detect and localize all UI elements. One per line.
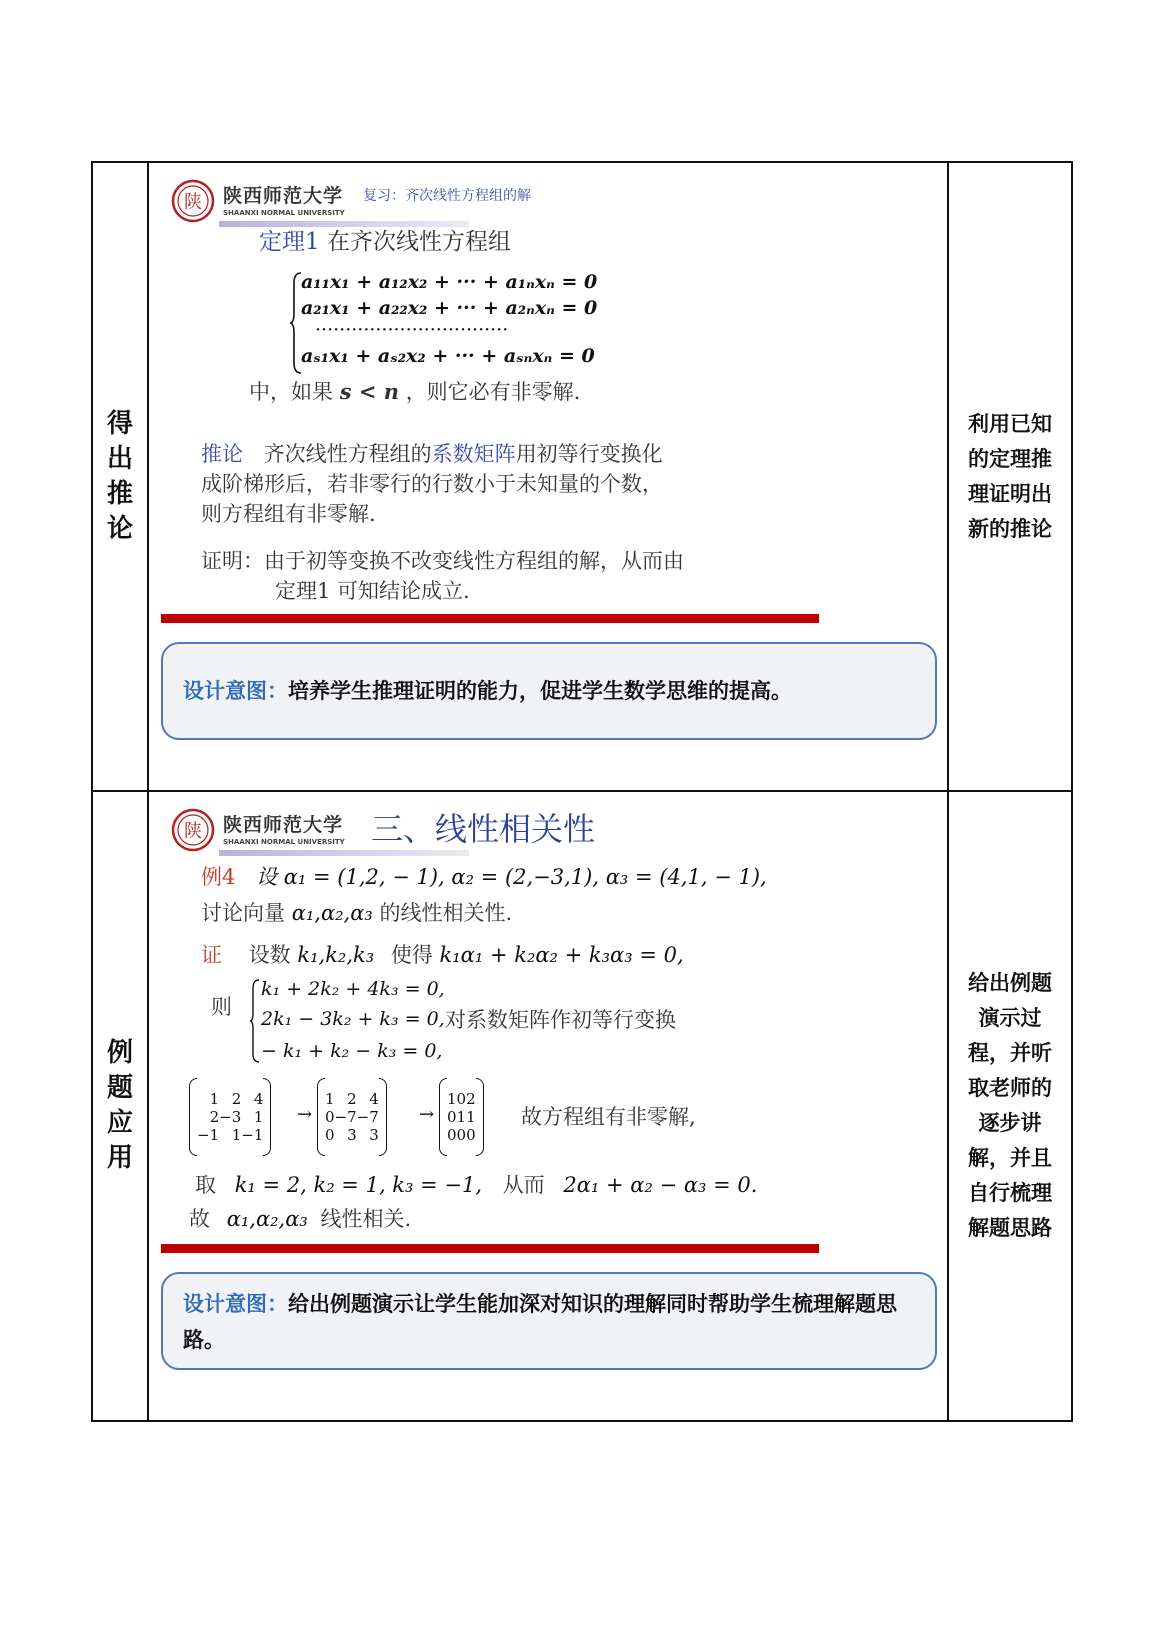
matrix-row <box>447 1108 476 1126</box>
example-line-2 <box>201 898 512 928</box>
matrix-note: 故方程组有非零解, <box>521 1105 696 1129</box>
take-math: k₁ = 2, k₂ = 1, k₃ = −1, <box>234 1173 483 1197</box>
arrow-icon: → <box>297 1104 313 1125</box>
matrix-cell: 1 <box>456 1108 467 1126</box>
conclusion-line <box>189 1204 411 1234</box>
matrix-cell: 1 <box>325 1090 335 1108</box>
example-math: α₁,α₂,α₃ <box>291 901 373 925</box>
then-label: 则 <box>211 995 232 1019</box>
equation-3: aₛ₁x₁ + aₛ₂x₂ + ··· + aₛₙxₙ = 0 <box>301 345 595 367</box>
matrix-cell: 4 <box>253 1090 264 1108</box>
design-intent-box <box>161 642 937 740</box>
example-label: 例4 <box>201 865 236 889</box>
matrix-cell: 1 <box>209 1090 220 1108</box>
label-char: 应 <box>106 1108 133 1138</box>
matrix-cell: 2 <box>466 1090 476 1108</box>
note-line: 自行梳理 <box>968 1181 1052 1205</box>
red-divider <box>161 1244 819 1253</box>
corollary-text: 齐次线性方程组的 <box>263 442 432 466</box>
theorem-label: 定理1 <box>259 229 320 255</box>
matrix-cell: 2 <box>231 1090 242 1108</box>
matrix-row <box>197 1108 263 1126</box>
matrix-cell: −7 <box>334 1108 357 1126</box>
matrix-cell: 3 <box>347 1126 357 1144</box>
take-math: 2α₁ + α₂ − α₃ = 0. <box>563 1173 758 1197</box>
note-line: 逐步讲 <box>978 1111 1042 1135</box>
design-intent-box <box>161 1272 937 1370</box>
conclusion-math: α₁,α₂,α₃ <box>226 1207 308 1231</box>
take-text: 从而 <box>502 1173 545 1197</box>
note-line: 程，并听 <box>968 1041 1052 1065</box>
slide-title: 三、线性相关性 <box>371 810 596 848</box>
matrix-row <box>197 1090 263 1108</box>
proof-text: 设数 <box>248 943 291 967</box>
matrix-row <box>447 1126 476 1144</box>
matrix-cell: 0 <box>325 1108 335 1126</box>
matrix-2 <box>317 1078 387 1156</box>
matrix-cell: 0 <box>466 1126 476 1144</box>
proof-math: k₁,k₂,k₃ <box>297 943 375 967</box>
label-char: 题 <box>106 1073 133 1103</box>
slide-cell-corollary <box>148 162 948 791</box>
row-label-example <box>92 791 148 1421</box>
header-underline <box>219 850 469 856</box>
take-text: 取 <box>195 1173 216 1197</box>
take-line <box>195 1170 757 1200</box>
equation-dots: ································ <box>315 319 509 341</box>
condition-math: s < n <box>339 379 399 404</box>
equation-2: a₂₁x₁ + a₂₂x₂ + ··· + a₂ₙxₙ = 0 <box>301 297 598 319</box>
system-note: 对系数矩阵作初等行变换 <box>445 1008 676 1032</box>
note-line: 演示过 <box>978 1006 1042 1030</box>
matrix-cell: −1 <box>241 1126 264 1144</box>
intent-label: 设计意图： <box>183 1292 288 1316</box>
matrix-cell: −7 <box>356 1108 379 1126</box>
matrix-cell: −1 <box>197 1126 220 1144</box>
red-divider <box>161 614 819 623</box>
matrix-3 <box>439 1078 484 1156</box>
svg-text:陕: 陕 <box>184 821 202 842</box>
lesson-plan-table <box>91 161 1073 1422</box>
note-cell-corollary <box>948 162 1072 791</box>
corollary-line-1 <box>201 439 663 469</box>
school-name-en: SHAANXI NORMAL UNIVERSITY <box>223 838 345 846</box>
matrix-cell: −3 <box>219 1108 242 1126</box>
system-eq-3: − k₁ + k₂ − k₃ = 0, <box>261 1040 443 1062</box>
intent-text: 给出例题演示让学生能加深对知识的理解同时帮助学生梳理解题思路。 <box>183 1292 897 1352</box>
note-line: 利用已知 <box>968 411 1052 436</box>
example-text: 的线性相关性. <box>379 901 513 925</box>
arrow-icon: → <box>419 1104 435 1125</box>
table-row <box>92 791 1072 1421</box>
matrix-cell: 0 <box>456 1126 467 1144</box>
matrix-row <box>325 1126 379 1144</box>
equation-1: a₁₁x₁ + a₁₂x₂ + ··· + a₁ₙxₙ = 0 <box>301 271 598 293</box>
proof-line <box>201 940 684 970</box>
note-line: 解题思路 <box>968 1216 1052 1240</box>
corollary-highlight: 系数矩阵 <box>431 442 516 466</box>
matrix-row <box>197 1126 263 1144</box>
university-seal-icon <box>171 179 215 223</box>
label-char: 例 <box>106 1038 133 1068</box>
label-char: 得 <box>106 408 133 439</box>
svg-text:陕: 陕 <box>184 192 202 213</box>
condition-line <box>249 377 580 407</box>
note-line: 的定理推 <box>968 446 1052 471</box>
label-char: 用 <box>106 1143 133 1173</box>
proof-line-1: 证明：由于初等变换不改变线性方程组的解，从而由 <box>201 549 684 573</box>
table-row <box>92 162 1072 791</box>
slide-cell-example <box>148 791 948 1421</box>
corollary-label: 推论 <box>201 442 243 466</box>
proof-label: 证 <box>201 943 222 967</box>
system-eq-2: 2k₁ − 3k₂ + k₃ = 0, <box>261 1008 445 1030</box>
condition-pre: 中，如果 <box>249 380 333 404</box>
intent-label: 设计意图： <box>183 679 288 703</box>
matrix-cell: 2 <box>347 1090 357 1108</box>
example-line-1 <box>201 862 767 892</box>
corollary-line-3: 则方程组有非零解. <box>201 502 376 526</box>
theorem-line <box>259 227 511 257</box>
row-label-corollary <box>92 162 148 791</box>
school-name-en: SHAANXI NORMAL UNIVERSITY <box>223 209 345 217</box>
note-cell-example <box>948 791 1072 1421</box>
conclusion-text: 线性相关. <box>320 1207 412 1231</box>
slide-header <box>171 177 591 225</box>
corollary-line-2: 成阶梯形后，若非零行的行数小于未知量的个数， <box>201 472 663 496</box>
matrix-1 <box>189 1078 271 1156</box>
school-name: 陕西师范大学 <box>223 814 344 836</box>
example-math: 设 α₁ = (1,2, − 1), α₂ = (2,−3,1), α₃ = (4,1, − 1), <box>256 865 767 889</box>
label-char: 推 <box>106 478 133 509</box>
intent-text: 培养学生推理证明的能力，促进学生数学思维的提高。 <box>288 679 792 703</box>
label-char: 出 <box>106 443 133 474</box>
slide-header <box>171 806 596 854</box>
system-eq-1: k₁ + 2k₂ + 4k₃ = 0, <box>261 978 445 1000</box>
matrix-row <box>447 1090 476 1108</box>
matrix-cell: 0 <box>325 1126 335 1144</box>
matrix-cell: 1 <box>231 1126 242 1144</box>
matrix-cell: 0 <box>456 1090 467 1108</box>
proof-math: k₁α₁ + k₂α₂ + k₃α₃ = 0, <box>439 943 684 967</box>
note-line: 解，并且 <box>968 1146 1052 1170</box>
left-brace-icon <box>249 978 261 1064</box>
matrix-row <box>325 1108 379 1126</box>
school-name: 陕西师范大学 <box>223 185 344 207</box>
label-char: 论 <box>106 513 133 544</box>
matrix-row <box>325 1090 379 1108</box>
university-seal-icon <box>171 808 215 852</box>
note-line: 给出例题 <box>968 971 1052 995</box>
matrix-cell: 2 <box>209 1108 220 1126</box>
note-line: 取老师的 <box>968 1076 1052 1100</box>
matrix-cell: 0 <box>447 1126 457 1144</box>
matrix-cell: 3 <box>369 1126 379 1144</box>
matrix-cell: 1 <box>447 1090 457 1108</box>
example-text: 讨论向量 <box>201 901 285 925</box>
matrix-cell: 1 <box>466 1108 476 1126</box>
note-line: 理证明出 <box>968 481 1052 506</box>
condition-post: ，则它必有非零解. <box>405 380 581 404</box>
proof-text: 使得 <box>390 943 433 967</box>
slide-title: 复习：齐次线性方程组的解 <box>363 188 531 204</box>
conclusion-text: 故 <box>189 1207 210 1231</box>
matrix-cell: 0 <box>447 1108 457 1126</box>
matrix-cell: 4 <box>369 1090 379 1108</box>
corollary-text: 用初等行变换化 <box>515 442 663 466</box>
note-line: 新的推论 <box>968 516 1052 541</box>
matrix-cell: 1 <box>253 1108 264 1126</box>
theorem-text: 在齐次线性方程组 <box>326 229 511 255</box>
proof-line-2: 定理1 可知结论成立. <box>275 579 470 603</box>
